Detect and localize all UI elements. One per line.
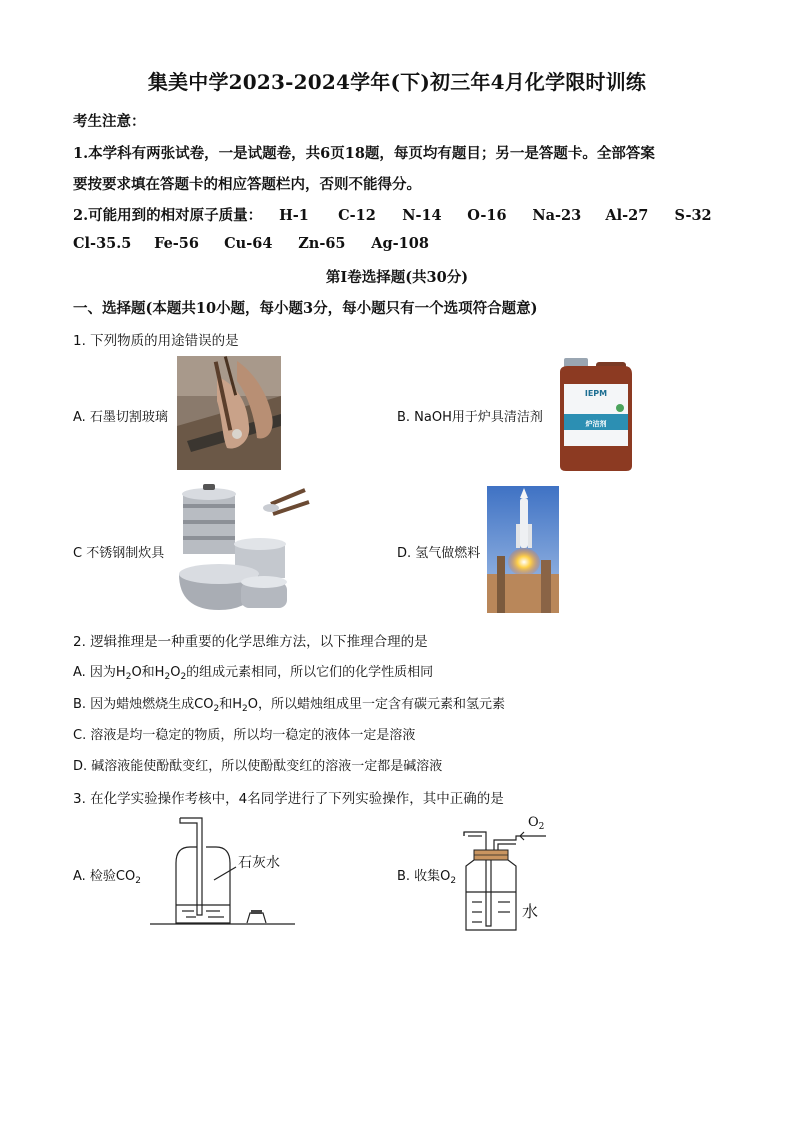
subscript: 2 — [450, 876, 457, 886]
bottle-brand-text: IEPM — [584, 389, 608, 398]
oxygen-label — [528, 815, 544, 832]
question-2-option-b — [73, 693, 505, 714]
limewater-label: 石灰水 — [238, 855, 280, 871]
question-3-option-a — [73, 865, 141, 886]
o2-collection-apparatus-diagram — [460, 810, 560, 935]
question-3-stem: 3. 在化学实验操作考核中，4名同学进行了下列实验操作，其中正确的是 — [73, 791, 504, 807]
atomic-mass: N-14 — [402, 207, 442, 224]
subscript: 2 — [242, 704, 248, 714]
oxygen-subscript: 2 — [538, 822, 545, 832]
question-1-option-a: A. 石墨切割玻璃 — [73, 410, 168, 425]
text-part: A. 检验CO — [73, 869, 136, 884]
subscript: 2 — [125, 672, 132, 682]
bottle-label-text: 炉洁剂 — [585, 420, 607, 428]
question-2-stem: 2. 逻辑推理是一种重要的化学思维方法，以下推理合理的是 — [73, 634, 428, 650]
page-title: 集美中学2023-2024学年(下)初三年4月化学限时训练 — [147, 70, 647, 94]
atomic-mass: C-12 — [338, 207, 376, 224]
text-part: B. 收集O — [397, 869, 451, 884]
stove-cleaner-bottle-photo — [556, 356, 636, 473]
atomic-mass: Fe-56 — [154, 235, 199, 252]
atomic-mass: Ag-108 — [371, 235, 429, 252]
atomic-mass-row-1 — [73, 204, 712, 225]
atomic-mass-prefix: 2.可能用到的相对原子质量： — [73, 207, 263, 224]
stainless-cookware-photo — [175, 482, 315, 612]
question-3-option-b — [397, 865, 456, 886]
atomic-mass-row-2 — [73, 235, 429, 252]
volume-title: 第Ⅰ卷选择题(共30分) — [325, 269, 469, 286]
graphite-cutting-photo — [177, 356, 281, 470]
water-label: 水 — [522, 902, 539, 921]
atomic-mass: Zn-65 — [298, 235, 346, 252]
atomic-mass: Al-27 — [605, 207, 649, 224]
notice-item-1-line-2: 要按要求填在答题卡的相应答题栏内，否则不能得分。 — [73, 176, 421, 193]
notice-heading: 考生注意： — [73, 113, 146, 130]
subscript: 2 — [164, 672, 171, 682]
subscript: 2 — [213, 704, 220, 714]
question-1-option-b: B. NaOH用于炉具清洁剂 — [397, 410, 543, 425]
text-part: 和H — [219, 697, 243, 712]
question-2-option-a — [73, 661, 433, 682]
atomic-mass: H-1 — [279, 207, 309, 224]
text-part: B. 因为蜡烛燃烧生成CO — [73, 697, 214, 712]
subscript: 2 — [135, 876, 141, 886]
text-part: O，所以蜡烛组成里一定含有碳元素和氢元素 — [247, 697, 505, 712]
atomic-mass: Cu-64 — [224, 235, 273, 252]
notice-item-1-line-1: 1.本学科有两张试卷，一是试题卷，共6页18题，每页均有题目；另一是答题卡。全部答案 — [73, 145, 655, 162]
question-1-option-c: C 不锈钢制炊具 — [73, 546, 165, 561]
text-part: O和H — [131, 665, 165, 680]
atomic-mass: Cl-35.5 — [73, 235, 132, 252]
atomic-mass: Na-23 — [532, 207, 582, 224]
text-part: A. 因为H — [73, 665, 126, 680]
question-2-option-c: C. 溶液是均一稳定的物质，所以均一稳定的液体一定是溶液 — [73, 728, 416, 743]
oxygen-symbol: O — [528, 815, 539, 830]
subscript: 2 — [180, 672, 187, 682]
question-2-option-d: D. 碱溶液能使酚酞变红，所以使酚酞变红的溶液一定都是碱溶液 — [73, 759, 443, 774]
question-1-stem: 1. 下列物质的用途错误的是 — [73, 333, 239, 349]
atomic-mass: O-16 — [467, 207, 507, 224]
co2-test-apparatus-diagram — [150, 815, 295, 930]
text-part: O — [170, 665, 181, 680]
atomic-mass: S-32 — [674, 207, 712, 224]
question-1-option-d: D. 氢气做燃料 — [397, 546, 481, 561]
rocket-launch-photo — [487, 486, 559, 613]
text-part: 的组成元素相同，所以它们的化学性质相同 — [186, 665, 434, 680]
part-title: 一、选择题(本题共10小题，每小题3分，每小题只有一个选项符合题意) — [73, 300, 538, 317]
